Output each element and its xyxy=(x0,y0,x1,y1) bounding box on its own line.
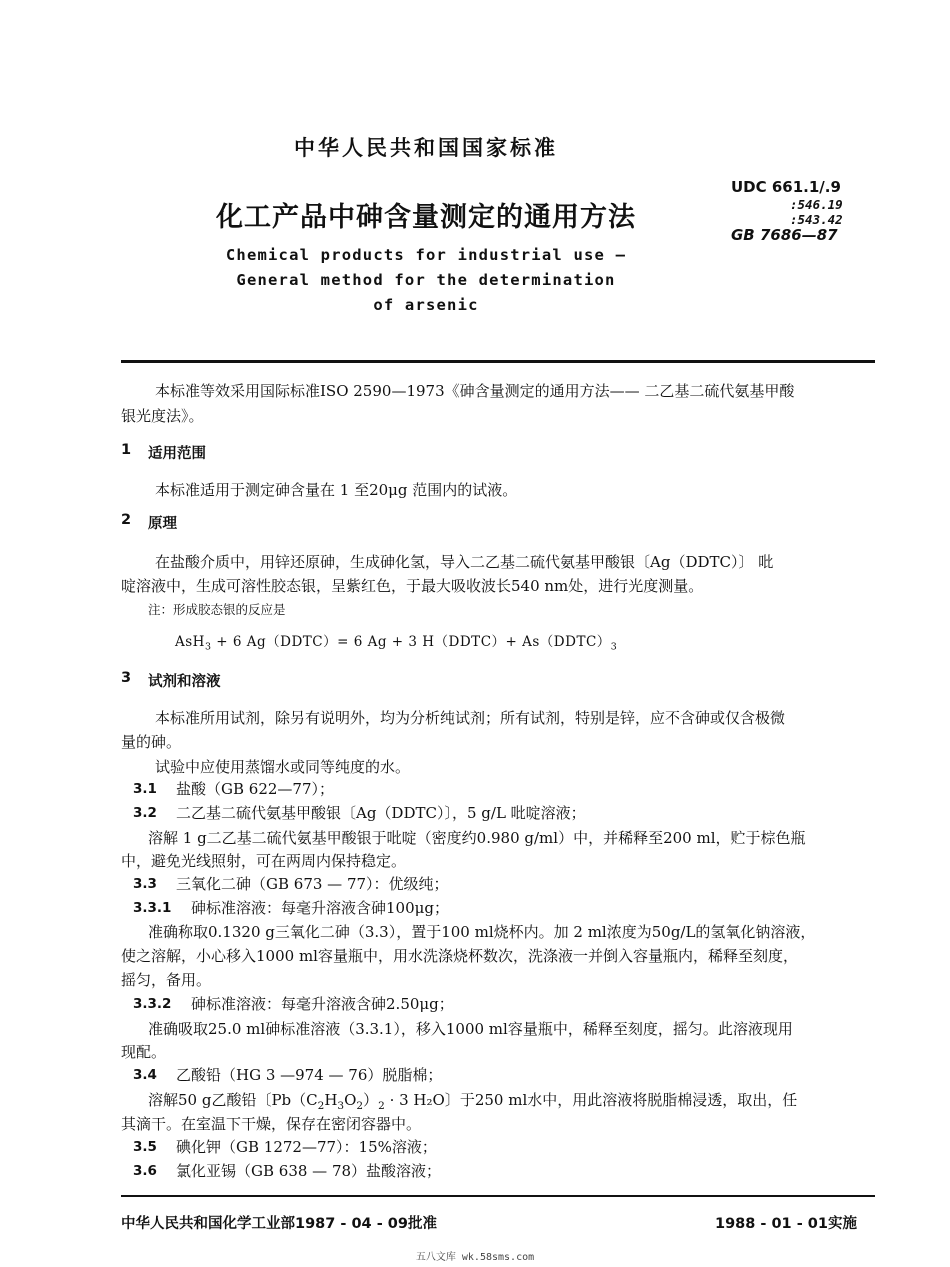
gb-number: GB 7686—87 xyxy=(731,226,838,244)
section-2-line-2: 啶溶液中，生成可溶性胶态银，呈紫红色，于最大吸收波长540 nm处，进行光度测量。 xyxy=(121,577,704,595)
clause-3-3-2-body-1: 准确吸取25.0 ml砷标准溶液（3.3.1），移入1000 ml容量瓶中，稀释至刻度，摇匀。此溶液现用 xyxy=(148,1020,793,1038)
clause-3-1-text: 盐酸（GB 622—77）； xyxy=(176,780,334,798)
national-standard-heading: 中华人民共和国国家标准 xyxy=(294,136,558,160)
section-3-line-1: 本标准所用试剂，除另有说明外，均为分析纯试剂；所有试剂，特别是锌，应不含砷或仅含极微 xyxy=(155,709,786,727)
clause-3-3-1-text: 砷标准溶液：每毫升溶液含砷100μg； xyxy=(191,899,449,917)
document-title-en-line2: General method for the determination xyxy=(236,271,616,289)
implementation-date: 1988 - 01 - 01实施 xyxy=(715,1216,857,1232)
clause-3-3-1-body-2: 使之溶解，小心移入1000 ml容量瓶中，用水洗涤烧杯数次，洗涤液一并倒入容量瓶内，稀释至刻度， xyxy=(121,947,798,965)
clause-3-3-1-body-1: 准确称取0.1320 g三氧化二砷（3.3），置于100 ml烧杯内。加 2 ml浓度为50g/L的氢氧化钠溶液， xyxy=(148,923,816,941)
section-3-number: 3 xyxy=(121,670,132,686)
clause-3-3-text: 三氧化二砷（GB 673 — 77）：优级纯； xyxy=(176,875,449,893)
clause-3-2-body-1: 溶解 1 g二乙基二硫代氨基甲酸银于吡啶（密度约0.980 g/ml）中，并稀释至200 ml，贮于棕色瓶 xyxy=(148,829,806,847)
clause-3-5-text: 碘化钾（GB 1272—77）：15%溶液； xyxy=(176,1138,437,1156)
clause-3-6-text: 氯化亚锡（GB 638 — 78）盐酸溶液； xyxy=(176,1162,442,1180)
intro-line-2: 银光度法》。 xyxy=(121,407,204,425)
clause-3-4-body-2: 其滴干。在室温下干燥，保存在密闭容器中。 xyxy=(121,1115,422,1133)
header-divider xyxy=(121,360,875,363)
udc-code-3: :543.42 xyxy=(790,212,843,227)
section-2-title: 原理 xyxy=(148,516,177,532)
clause-3-3-1-number: 3.3.1 xyxy=(133,900,172,916)
section-1-title: 适用范围 xyxy=(148,446,206,462)
clause-3-3-number: 3.3 xyxy=(133,876,157,892)
udc-label: UDC 661.1/.9 xyxy=(731,178,841,196)
udc-code-2: :546.19 xyxy=(790,197,843,212)
clause-3-2-number: 3.2 xyxy=(133,805,157,821)
section-1-text: 本标准适用于测定砷含量在 1 至20μg 范围内的试液。 xyxy=(155,481,518,499)
document-title-en-line3: of arsenic xyxy=(373,296,479,314)
clause-3-3-2-body-2: 现配。 xyxy=(121,1043,167,1061)
footer-divider xyxy=(121,1195,875,1197)
section-3-line-2: 量的砷。 xyxy=(121,733,182,751)
section-1-number: 1 xyxy=(121,442,132,458)
section-3-line-3: 试验中应使用蒸馏水或同等纯度的水。 xyxy=(155,758,411,776)
clause-3-4-number: 3.4 xyxy=(133,1067,157,1083)
approval-date: 中华人民共和国化学工业部1987 - 04 - 09批准 xyxy=(121,1216,437,1232)
clause-3-2-body-2: 中，避免光线照射，可在两周内保持稳定。 xyxy=(121,852,407,870)
clause-3-3-2-text: 砷标准溶液：每毫升溶液含砷2.50μg； xyxy=(191,995,454,1013)
clause-3-4-body-1: 溶解50 g乙酸铅〔$Pb(C_2H_3O_2)_2 \cdot 3$ H₂O〕于250 ml水中，用此溶液将脱脂棉浸透，取出，任 xyxy=(148,1091,798,1112)
clause-3-6-number: 3.6 xyxy=(133,1163,157,1179)
reaction-equation: AsH$_3$ + 6 Ag（DDTC）= 6 Ag + 3 H（DDTC）+ $As(DDTC)_3$ xyxy=(175,634,618,653)
section-3-title: 试剂和溶液 xyxy=(148,674,221,690)
clause-3-1-number: 3.1 xyxy=(133,781,157,797)
intro-line-1: 本标准等效采用国际标准ISO 2590—1973《砷含量测定的通用方法—— 二乙基二硫代氨基甲酸 xyxy=(155,382,795,400)
section-2-number: 2 xyxy=(121,512,132,528)
clause-3-3-2-number: 3.3.2 xyxy=(133,996,172,1012)
clause-3-2-text: 二乙基二硫代氨基甲酸银〔Ag（DDTC）〕，5 g/L 吡啶溶液； xyxy=(176,804,586,822)
section-2-line-1: 在盐酸介质中，用锌还原砷，生成砷化氢，导入二乙基二硫代氨基甲酸银〔Ag（DDTC）〕 吡 xyxy=(155,553,774,571)
document-title-cn: 化工产品中砷含量测定的通用方法 xyxy=(216,202,636,233)
document-title-en-line1: Chemical products for industrial use — xyxy=(225,246,627,264)
watermark-text: 五八文库 wk.58sms.com xyxy=(415,1252,535,1263)
clause-3-5-number: 3.5 xyxy=(133,1139,157,1155)
section-2-note: 注：形成胶态银的反应是 xyxy=(148,602,286,617)
clause-3-4-text: 乙酸铅（HG 3 —974 — 76）脱脂棉； xyxy=(176,1066,443,1084)
clause-3-3-1-body-3: 摇匀，备用。 xyxy=(121,971,212,989)
